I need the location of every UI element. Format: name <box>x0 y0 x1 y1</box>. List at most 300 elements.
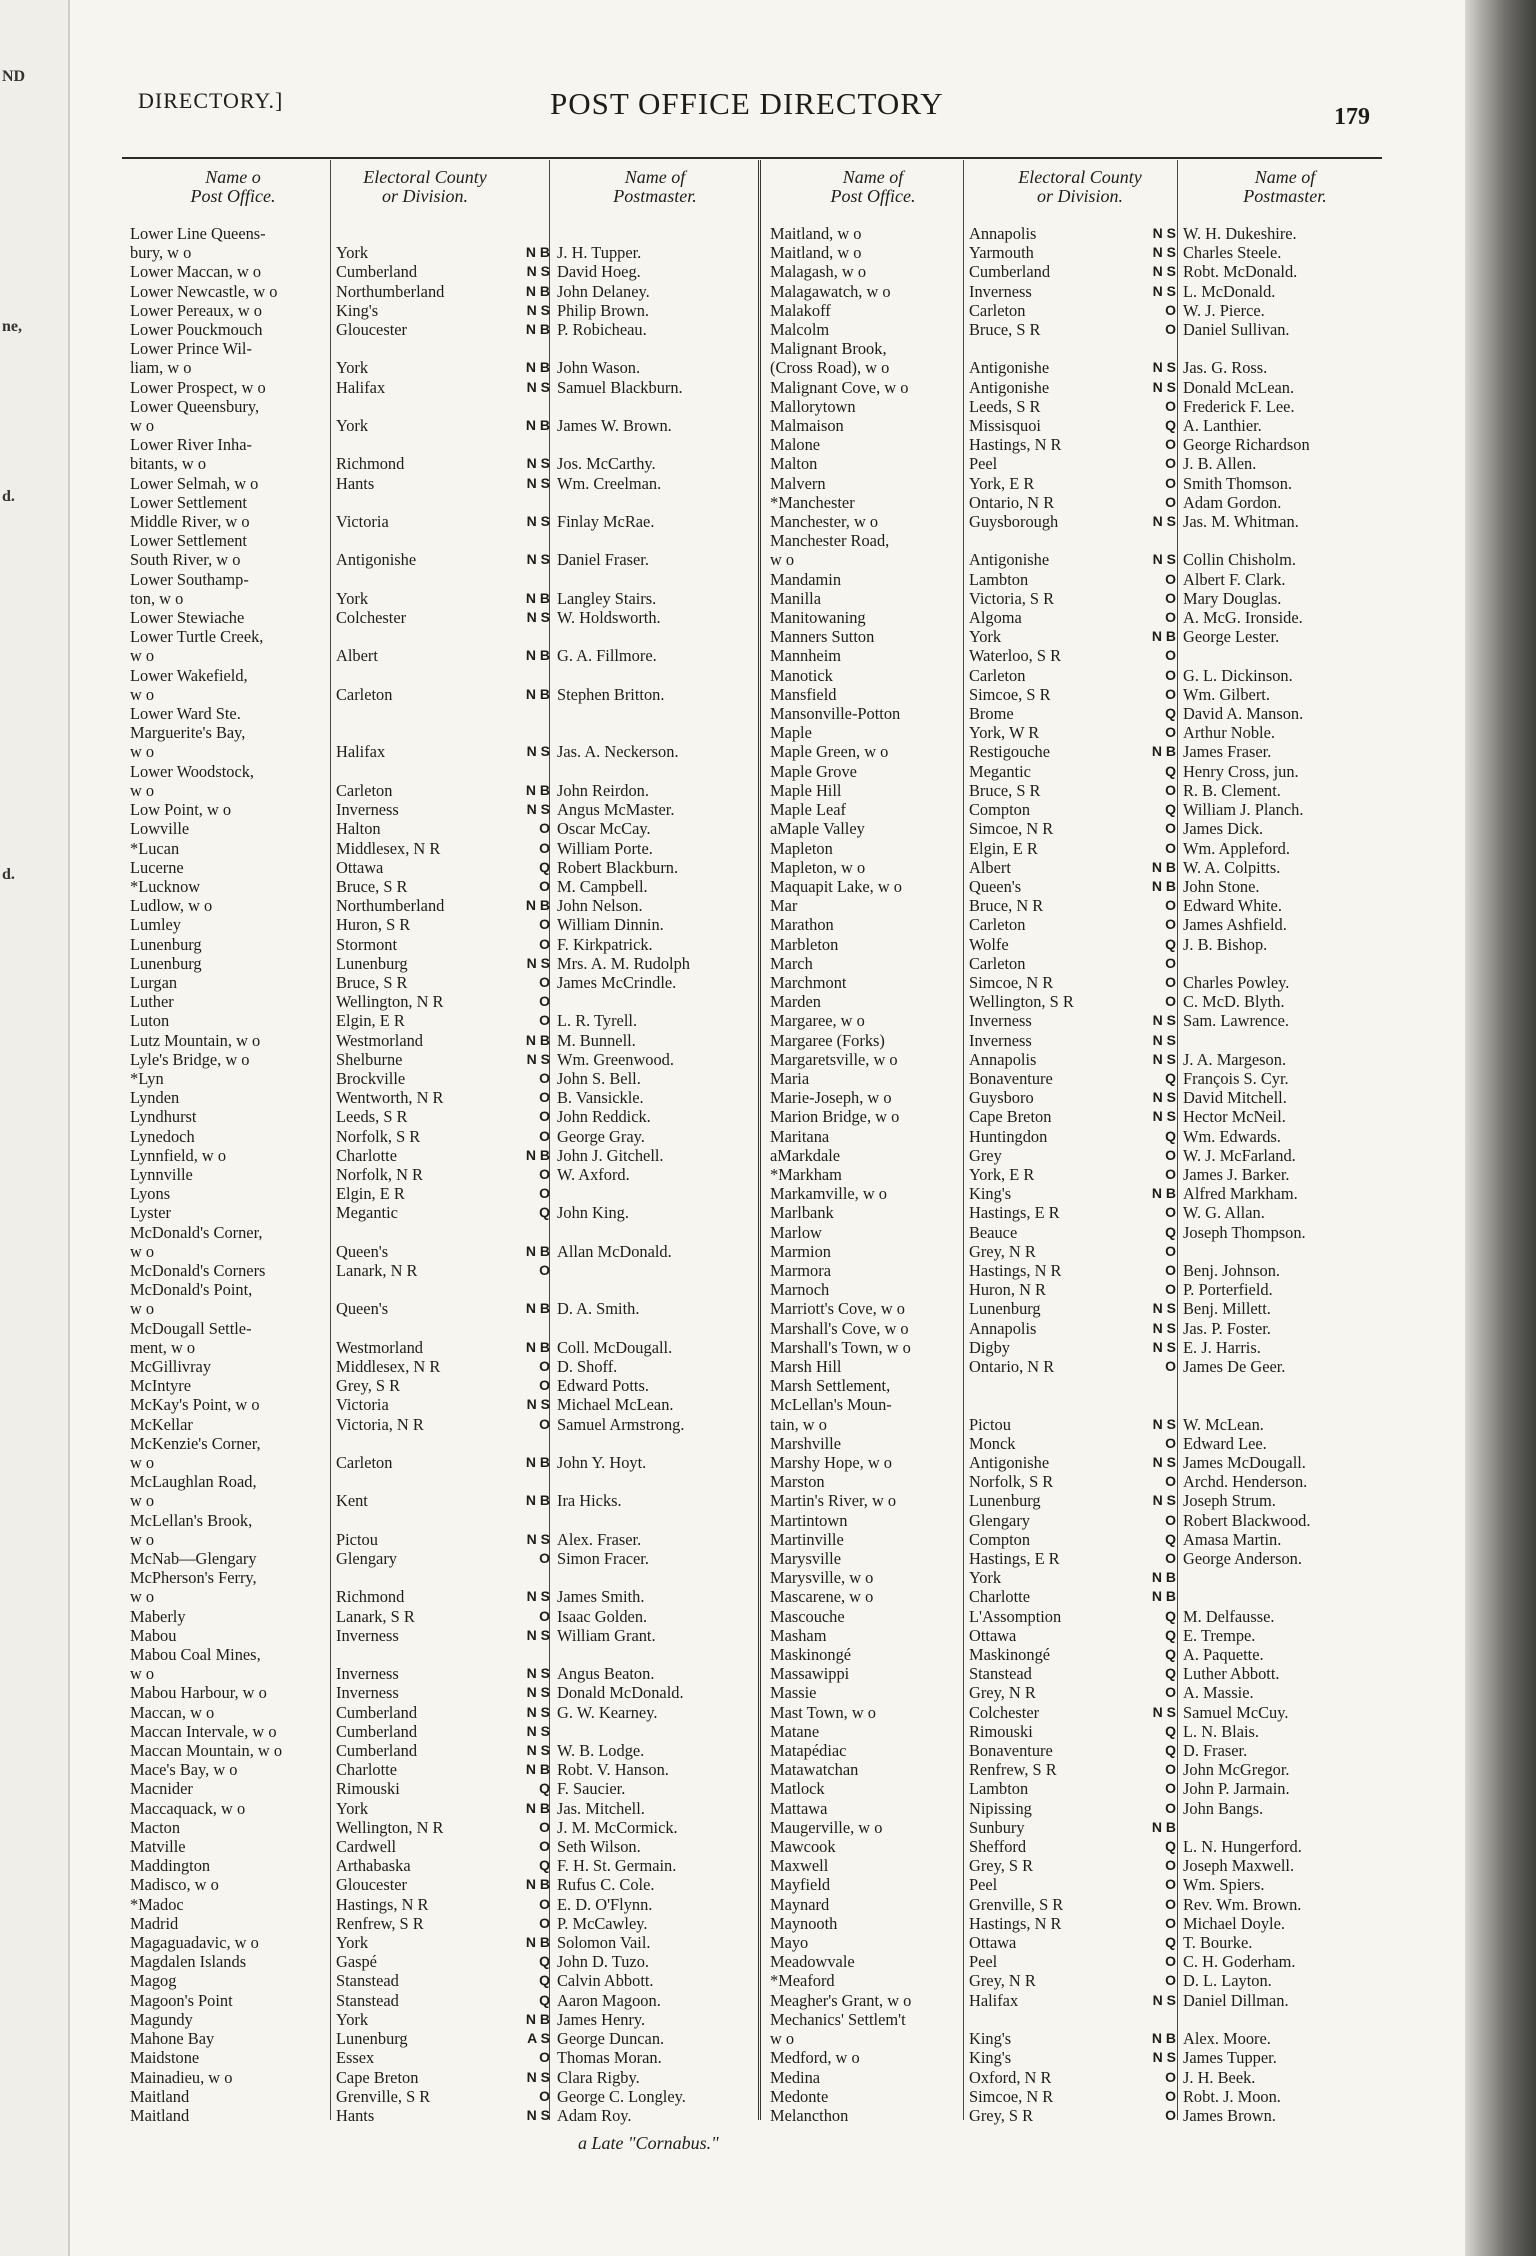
postmaster-name: Robt. V. Hanson. <box>557 1760 669 1780</box>
electoral-county: Middlesex, N R <box>336 1356 441 1376</box>
province-code: N S <box>1152 1415 1176 1432</box>
province-code: Q <box>1165 705 1176 722</box>
postmaster-name: Allan McDonald. <box>557 1241 672 1261</box>
province-code: O <box>1165 397 1176 414</box>
electoral-county: Stanstead <box>336 1971 399 1991</box>
province-code: O <box>1165 609 1176 626</box>
postmaster-name: Sam. Lawrence. <box>1183 1011 1290 1031</box>
province-code: Q <box>1165 935 1176 952</box>
directory-entry-row <box>762 2087 1399 2106</box>
province-code: Q <box>1165 1722 1176 1739</box>
electoral-county: York <box>336 358 369 378</box>
post-office-name: Lucerne <box>130 857 184 877</box>
postmaster-name: T. Bourke. <box>1183 1933 1253 1953</box>
electoral-county: Norfolk, S R <box>969 1472 1054 1492</box>
post-office-name: bitants, w o <box>130 454 207 474</box>
province-code: O <box>1165 570 1176 587</box>
electoral-county: Middlesex, N R <box>336 838 441 858</box>
post-office-name: Magoon's Point <box>130 1990 233 2010</box>
electoral-county: L'Assomption <box>969 1606 1062 1626</box>
directory-entry-row <box>122 1914 773 1933</box>
province-code: N S <box>526 301 550 318</box>
postmaster-name: Aaron Magoon. <box>557 1990 661 2010</box>
electoral-county: Richmond <box>336 454 405 474</box>
electoral-county: Bruce, S R <box>969 320 1041 340</box>
postmaster-name: David Mitchell. <box>1183 1088 1287 1108</box>
postmaster-name: Samuel Armstrong. <box>557 1414 685 1434</box>
electoral-county: Antigonishe <box>969 358 1050 378</box>
directory-entry-row <box>122 1357 773 1376</box>
directory-entry-row <box>762 1933 1399 1952</box>
province-code: N S <box>526 474 550 491</box>
post-office-name: McLellan's Moun- <box>770 1395 892 1415</box>
electoral-county: Leeds, S R <box>969 396 1041 416</box>
electoral-county: Queen's <box>336 1241 389 1261</box>
directory-entry-row <box>122 1760 773 1779</box>
electoral-county: Elgin, E R <box>336 1011 405 1031</box>
directory-entry-row <box>762 416 1399 435</box>
directory-entry-row <box>762 2029 1399 2048</box>
directory-entry-row <box>762 627 1399 646</box>
post-office-name: Lower Maccan, w o <box>130 262 262 282</box>
province-code: N B <box>1151 628 1176 645</box>
post-office-name: Masham <box>770 1625 827 1645</box>
province-code: N B <box>525 647 550 664</box>
post-office-name: Maple Hill <box>770 780 842 800</box>
directory-entry-row <box>762 1549 1399 1568</box>
directory-entry-row <box>762 1357 1399 1376</box>
electoral-county: Grey, S R <box>969 1856 1034 1876</box>
province-code: N S <box>1152 1300 1176 1317</box>
province-code: N S <box>526 2068 550 2085</box>
postmaster-name: P. Porterfield. <box>1183 1280 1273 1300</box>
directory-entry-row <box>122 1184 773 1203</box>
postmaster-name: J. B. Bishop. <box>1183 934 1268 954</box>
province-code: O <box>539 1818 550 1835</box>
post-office-name: Matawatchan <box>770 1760 859 1780</box>
directory-entry-row <box>762 1491 1399 1510</box>
postmaster-name: A. McG. Ironside. <box>1183 608 1303 628</box>
electoral-county: Brockville <box>336 1068 406 1088</box>
directory-entry-row <box>762 397 1399 416</box>
postmaster-name: Edward Lee. <box>1183 1433 1267 1453</box>
province-code: N S <box>526 609 550 626</box>
post-office-name: Manitowaning <box>770 608 866 628</box>
province-code: N S <box>1152 1492 1176 1509</box>
post-office-name: Marriott's Cove, w o <box>770 1299 905 1319</box>
province-code: N S <box>526 1703 550 1720</box>
post-office-name: Manchester, w o <box>770 512 879 532</box>
post-office-name: Matane <box>770 1721 820 1741</box>
postmaster-name: F. Kirkpatrick. <box>557 934 653 954</box>
postmaster-name: W. Axford. <box>557 1164 630 1184</box>
directory-entry-row <box>122 243 773 262</box>
province-code: O <box>1165 954 1176 971</box>
post-office-name: Maccan, w o <box>130 1702 215 1722</box>
directory-entry-row <box>762 1875 1399 1894</box>
directory-entry-row <box>122 397 773 416</box>
electoral-county: Renfrew, S R <box>969 1760 1057 1780</box>
electoral-county: Grenville, S R <box>336 2086 431 2106</box>
directory-entry-row <box>122 1818 773 1837</box>
province-code: Q <box>539 1780 550 1797</box>
postmaster-name: James Dick. <box>1183 819 1264 839</box>
postmaster-name: Wm. Creelman. <box>557 473 662 493</box>
directory-entry-row <box>762 1971 1399 1990</box>
postmaster-name: M. Bunnell. <box>557 1030 636 1050</box>
electoral-county: Antigonishe <box>969 550 1050 570</box>
electoral-county: Charlotte <box>336 1145 397 1165</box>
directory-entry-row <box>122 301 773 320</box>
directory-entry-row <box>122 1549 773 1568</box>
directory-entry-row <box>122 1971 773 1990</box>
province-code: O <box>539 1127 550 1144</box>
postmaster-name: Joseph Thompson. <box>1183 1222 1306 1242</box>
post-office-name: Maccan Intervale, w o <box>130 1721 277 1741</box>
directory-entry-row <box>122 1242 773 1261</box>
electoral-county: Norfolk, S R <box>336 1126 421 1146</box>
postmaster-name: Frederick F. Lee. <box>1183 396 1295 416</box>
electoral-county: Glengary <box>969 1510 1030 1530</box>
post-office-name: Lynden <box>130 1088 180 1108</box>
electoral-county: York, E R <box>969 473 1035 493</box>
postmaster-name: W. H. Dukeshire. <box>1183 224 1297 243</box>
province-code: O <box>1165 493 1176 510</box>
province-code: Q <box>1165 1607 1176 1624</box>
post-office-name: Medford, w o <box>770 2048 860 2068</box>
post-office-name: Manners Sutton <box>770 627 875 647</box>
electoral-county: Inverness <box>336 1664 399 1684</box>
electoral-county: King's <box>336 300 379 320</box>
directory-entry-row <box>122 1703 773 1722</box>
post-office-name: Mechanics' Settlem't <box>770 2009 906 2029</box>
electoral-county: York <box>336 416 369 436</box>
province-code: O <box>1165 1780 1176 1797</box>
post-office-name: Manotick <box>770 665 833 685</box>
post-office-name: Marlbank <box>770 1203 834 1223</box>
directory-entry-row <box>762 1511 1399 1530</box>
directory-entry-row <box>122 2048 773 2067</box>
postmaster-name: Langley Stairs. <box>557 588 657 608</box>
province-code: O <box>1165 321 1176 338</box>
province-code: N S <box>526 1530 550 1547</box>
electoral-county: Megantic <box>969 761 1031 781</box>
heading-postmaster: Name of Postmaster. <box>613 167 697 206</box>
directory-entry-row <box>762 1645 1399 1664</box>
post-office-name: Maxwell <box>770 1856 829 1876</box>
post-office-name: Luton <box>130 1011 170 1031</box>
directory-entry-row <box>762 646 1399 665</box>
province-code: N B <box>1151 1588 1176 1605</box>
postmaster-name: Smith Thomson. <box>1183 473 1292 493</box>
post-office-name: McNab—Glengary <box>130 1549 257 1569</box>
electoral-county: Carleton <box>969 953 1026 973</box>
directory-entry-row <box>122 262 773 281</box>
post-office-name: Malvern <box>770 473 826 493</box>
electoral-county: Elgin, E R <box>336 1184 405 1204</box>
directory-entry-row <box>122 666 773 685</box>
electoral-county: Annapolis <box>969 1049 1037 1069</box>
postmaster-name: A. Paquette. <box>1183 1645 1264 1665</box>
post-office-name: liam, w o <box>130 358 192 378</box>
post-office-name: Marsh Settlement, <box>770 1376 891 1396</box>
province-code: Q <box>1165 1127 1176 1144</box>
post-office-name: Medonte <box>770 2086 829 2106</box>
electoral-county: Victoria, S R <box>969 588 1055 608</box>
electoral-county: Grey, S R <box>336 1376 401 1396</box>
directory-entry-row <box>762 493 1399 512</box>
postmaster-name: L. N. Blais. <box>1183 1721 1260 1741</box>
electoral-county: Rimouski <box>969 1721 1033 1741</box>
electoral-county: Nipissing <box>969 1798 1032 1818</box>
electoral-county: Hastings, E R <box>969 1549 1060 1569</box>
electoral-county: Victoria <box>336 1395 389 1415</box>
directory-entry-row <box>122 704 773 723</box>
directory-entry-row <box>762 781 1399 800</box>
postmaster-name: Jos. McCarthy. <box>557 454 656 474</box>
post-office-name: (Cross Road), w o <box>770 358 890 378</box>
post-office-name: Lyndhurst <box>130 1107 197 1127</box>
electoral-county: Carleton <box>969 300 1026 320</box>
province-code: O <box>1165 2106 1176 2123</box>
directory-entry-row <box>762 1856 1399 1875</box>
electoral-county: Lambton <box>969 569 1029 589</box>
post-office-name: Mallorytown <box>770 396 856 416</box>
postmaster-name: James Ashfield. <box>1183 915 1287 935</box>
province-code: Q <box>1165 801 1176 818</box>
directory-entry-row <box>122 1933 773 1952</box>
postmaster-name: Edward White. <box>1183 896 1282 916</box>
post-office-name: *Lucknow <box>130 876 201 896</box>
directory-entry-row <box>122 800 773 819</box>
directory-entry-row <box>122 1626 773 1645</box>
electoral-county: Leeds, S R <box>336 1107 408 1127</box>
province-code: Q <box>1165 1838 1176 1855</box>
electoral-county: Cumberland <box>336 1741 418 1761</box>
directory-entry-row <box>762 2048 1399 2067</box>
electoral-county: Cardwell <box>336 1837 397 1857</box>
post-office-name: Mannheim <box>770 646 842 666</box>
directory-entry-row <box>122 1530 773 1549</box>
post-office-name: Lower Queensbury, <box>130 396 260 416</box>
directory-entry-row <box>762 1818 1399 1837</box>
directory-entry-row <box>762 1453 1399 1472</box>
directory-entry-row <box>122 1127 773 1146</box>
post-office-name: Maddington <box>130 1856 211 1876</box>
directory-entry-row <box>122 1683 773 1702</box>
postmaster-name: Daniel Dillman. <box>1183 1990 1289 2010</box>
post-office-name: Mace's Bay, w o <box>130 1760 238 1780</box>
province-code: O <box>539 916 550 933</box>
post-office-name: Maitland <box>130 2086 190 2106</box>
province-code: O <box>539 935 550 952</box>
province-code: N B <box>525 359 550 376</box>
province-code: Q <box>1165 1742 1176 1759</box>
post-office-name: Marsh Hill <box>770 1356 842 1376</box>
directory-entry-row <box>122 819 773 838</box>
province-code: Q <box>1165 1626 1176 1643</box>
province-code: Q <box>539 1972 550 1989</box>
directory-entry-row <box>762 742 1399 761</box>
province-code: O <box>1165 1242 1176 1259</box>
post-office-name: Mayfield <box>770 1875 831 1895</box>
electoral-county: Missisquoi <box>969 416 1041 436</box>
electoral-county: Carleton <box>336 684 393 704</box>
post-office-name: Malmaison <box>770 416 844 436</box>
post-office-name: Marshall's Cove, w o <box>770 1318 909 1338</box>
postmaster-name: W. J. Pierce. <box>1183 300 1265 320</box>
post-office-name: Margaree (Forks) <box>770 1030 885 1050</box>
electoral-county: Victoria <box>336 512 389 532</box>
province-code: Q <box>539 1991 550 2008</box>
postmaster-name: Daniel Fraser. <box>557 550 649 570</box>
postmaster-name: Finlay McRae. <box>557 512 655 532</box>
post-office-name: w o <box>130 1299 155 1319</box>
postmaster-name: G. W. Kearney. <box>557 1702 658 1722</box>
province-code: N S <box>526 743 550 760</box>
post-office-name: Middle River, w o <box>130 512 250 532</box>
electoral-county: Cape Breton <box>336 2067 419 2087</box>
postmaster-name: Oscar McCay. <box>557 819 651 839</box>
electoral-county: Lambton <box>969 1779 1029 1799</box>
province-code: O <box>539 1012 550 1029</box>
directory-entry-row <box>122 858 773 877</box>
directory-entry-row <box>122 454 773 473</box>
directory-entry-row <box>122 1415 773 1434</box>
postmaster-name: John P. Jarmain. <box>1183 1779 1290 1799</box>
directory-entry-row <box>122 2106 773 2125</box>
directory-entry-row <box>122 685 773 704</box>
directory-entry-row <box>122 1107 773 1126</box>
province-code: N B <box>1151 877 1176 894</box>
directory-entry-row <box>122 1338 773 1357</box>
post-office-name: *Madoc <box>130 1894 184 1914</box>
directory-entry-row <box>762 1146 1399 1165</box>
directory-entry-row <box>762 973 1399 992</box>
electoral-county: Sunbury <box>969 1817 1025 1837</box>
province-code: N B <box>525 1761 550 1778</box>
directory-entry-row <box>122 723 773 742</box>
province-code: O <box>1165 1895 1176 1912</box>
electoral-county: Huntingdon <box>969 1126 1048 1146</box>
directory-left-half <box>122 224 773 2125</box>
directory-entry-row <box>762 1069 1399 1088</box>
directory-entry-row <box>762 954 1399 973</box>
postmaster-name: D. A. Smith. <box>557 1299 640 1319</box>
electoral-county: Northumberland <box>336 896 445 916</box>
province-code: N B <box>525 321 550 338</box>
electoral-county: Hastings, N R <box>336 1894 429 1914</box>
directory-entry-row <box>122 493 773 512</box>
province-code: N B <box>525 1454 550 1470</box>
postmaster-name: Jas. P. Foster. <box>1183 1318 1271 1338</box>
directory-entry-row <box>122 1261 773 1280</box>
postmaster-name: L. R. Tyrell. <box>557 1011 638 1031</box>
postmaster-name: George Lester. <box>1183 627 1280 647</box>
electoral-county: Oxford, N R <box>969 2067 1052 2087</box>
directory-entry-row <box>762 1626 1399 1645</box>
post-office-name: McLaughlan Road, <box>130 1472 257 1492</box>
postmaster-name: E. D. O'Flynn. <box>557 1894 653 1914</box>
province-code: A S <box>527 2030 550 2047</box>
province-code: O <box>539 877 550 894</box>
post-office-name: McKay's Point, w o <box>130 1395 260 1415</box>
province-code: N B <box>1151 743 1176 760</box>
province-code: O <box>1165 724 1176 741</box>
post-office-name: Mascarene, w o <box>770 1587 874 1607</box>
postmaster-name: John Y. Hoyt. <box>557 1453 647 1472</box>
electoral-county: Grey, N R <box>969 1971 1036 1991</box>
electoral-county: Hants <box>336 473 375 493</box>
directory-entry-row <box>762 1779 1399 1798</box>
electoral-county: Lanark, N R <box>336 1260 418 1280</box>
post-office-name: Lower Newcastle, w o <box>130 281 278 301</box>
postmaster-name: William Porte. <box>557 838 653 858</box>
province-code: O <box>1165 666 1176 683</box>
directory-entry-row <box>122 358 773 377</box>
electoral-county: Ontario, N R <box>969 1356 1055 1376</box>
province-code: O <box>539 820 550 837</box>
directory-entry-row <box>122 1645 773 1664</box>
prev-page-fragment: d. <box>2 866 15 883</box>
electoral-county: Cumberland <box>336 262 418 282</box>
postmaster-name: Archd. Henderson. <box>1183 1472 1308 1492</box>
post-office-name: Mansfield <box>770 684 837 704</box>
post-office-name: McKellar <box>130 1414 193 1434</box>
post-office-name: Marysville, w o <box>770 1568 874 1588</box>
electoral-county: Carleton <box>336 780 393 800</box>
electoral-county: Inverness <box>336 800 399 820</box>
post-office-name: McLellan's Brook, <box>130 1510 253 1530</box>
post-office-name: Martintown <box>770 1510 848 1530</box>
directory-entry-row <box>122 1779 773 1798</box>
post-office-name: Mascouche <box>770 1606 845 1626</box>
post-office-name: Maple Leaf <box>770 800 846 820</box>
province-code: Q <box>1165 1223 1176 1240</box>
directory-entry-row <box>762 378 1399 397</box>
directory-entry-row <box>122 570 773 589</box>
province-code: O <box>1165 1550 1176 1567</box>
postmaster-name: David A. Manson. <box>1183 704 1304 724</box>
electoral-county: Wentworth, N R <box>336 1088 444 1108</box>
electoral-county: Guysborough <box>969 512 1059 532</box>
post-office-name: Meagher's Grant, w o <box>770 1990 912 2010</box>
postmaster-name: Edward Potts. <box>557 1376 649 1396</box>
post-office-name: Macton <box>130 1817 181 1837</box>
post-office-name: Marchmont <box>770 972 847 992</box>
province-code: O <box>1165 301 1176 318</box>
directory-entry-row <box>122 1069 773 1088</box>
directory-entry-row <box>122 762 773 781</box>
post-office-name: Medina <box>770 2067 821 2087</box>
directory-entry-row <box>122 1568 773 1587</box>
post-office-name: Low Point, w o <box>130 800 232 820</box>
postmaster-name: James J. Barker. <box>1183 1164 1290 1184</box>
post-office-name: Manilla <box>770 588 821 608</box>
electoral-county: Simcoe, S R <box>969 684 1051 704</box>
province-code: O <box>539 1838 550 1855</box>
post-office-name: Lowville <box>130 819 190 839</box>
postmaster-name: Daniel Sullivan. <box>1183 320 1290 340</box>
post-office-name: South River, w o <box>130 550 241 570</box>
directory-entry-row <box>762 243 1399 262</box>
electoral-county: Halton <box>336 819 381 839</box>
postmaster-name: James McCrindle. <box>557 972 677 992</box>
electoral-county: Beauce <box>969 1222 1018 1242</box>
province-code: O <box>1165 1914 1176 1931</box>
directory-entry-row <box>122 1491 773 1510</box>
directory-entry-row <box>762 877 1399 896</box>
